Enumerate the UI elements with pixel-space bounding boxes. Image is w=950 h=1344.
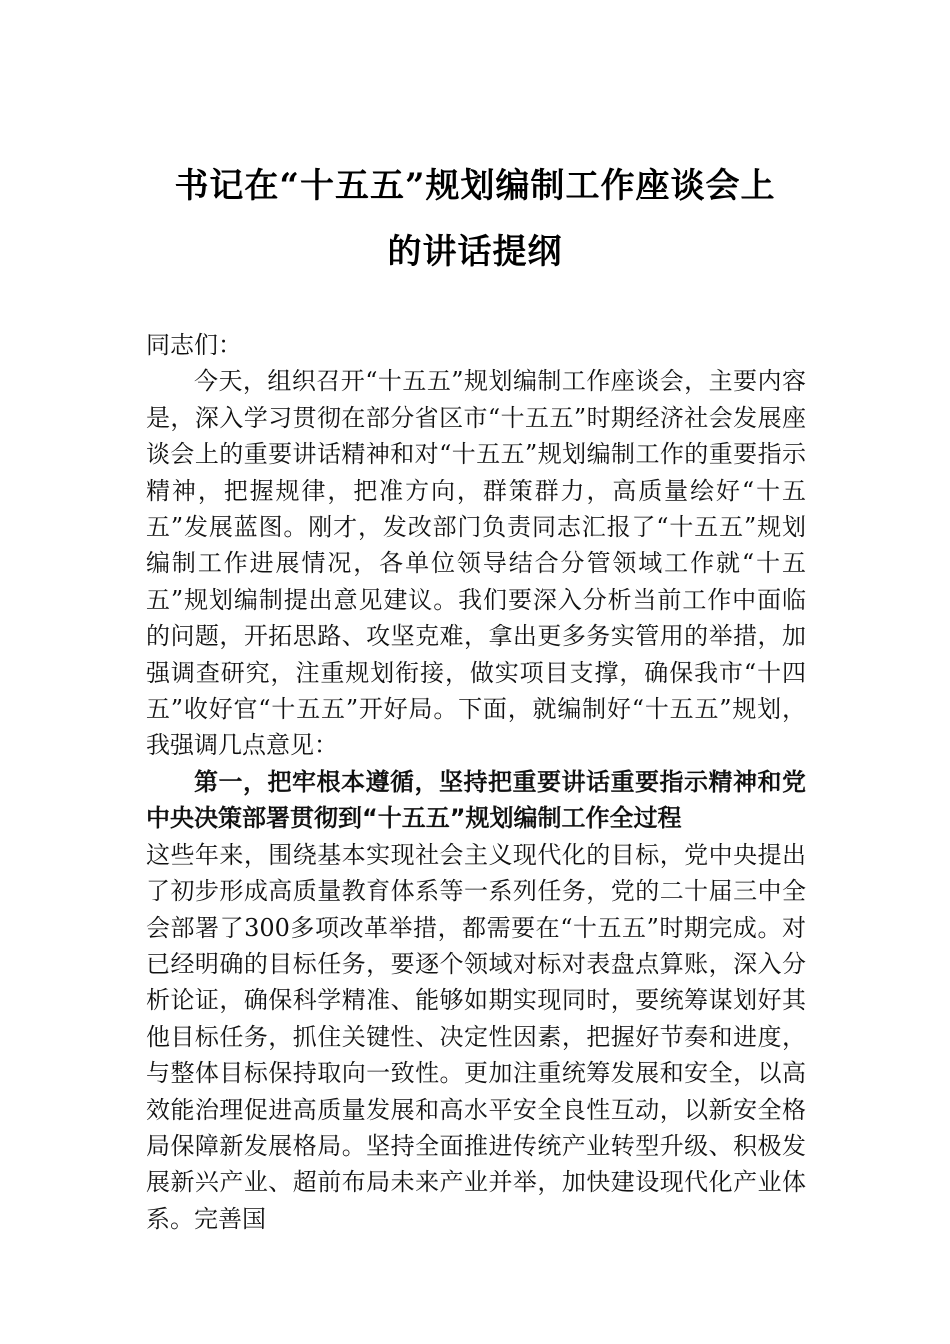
document-title-line-2: 的讲话提纲 — [387, 232, 563, 272]
section-1-paragraph: 这些年来，围绕基本实现社会主义现代化的目标，党中央提出了初步形成高质量教育体系等一系列任务，党的二十届三中全会部署了300多项改革举措，都需要在“十五五”时期完成。对已经明确的目标任务，要逐个领域对标对表盘点算账，深入分析论证，确保科学精准、能够如期实现同时，要统筹谋划好其他目标任务，抓住关键性、决定性因素，把握好节奏和进度，与整体目标保持取向一致性。更加注重统筹发展和安全，以高效能治理促进高质量发展和高水平安全良性互动，以新安全格局保障新发展格局。坚持全面推进传统产业转型升级、积极发展新兴产业、超前布局未来产业并举，加快建设现代化产业体系。完善国 — [146, 840, 806, 1233]
section-1-heading: 第一，把牢根本遵循，坚持把重要讲话重要指示精神和党中央决策部署贯彻到“十五五”规划编制工作全过程 — [146, 767, 806, 833]
document-title-line-1: 书记在“十五五”规划编制工作座谈会上 — [174, 166, 776, 206]
intro-paragraph: 今天，组织召开“十五五”规划编制工作座谈会，主要内容是，深入学习贯彻在部分省区市“十五五”时期经济社会发展座谈会上的重要讲话精神和对“十五五”规划编制工作的重要指示精神，把握规律，把准方向，群策群力，高质量绘好“十五五”发展蓝图。刚才，发改部门负责同志汇报了“十五五”规划编制工作进展情况，各单位领导结合分管领域工作就“十五五”规划编制提出意见建议。我们要深入分析当前工作中面临的问题，开拓思路、攻坚克难，拿出更多务实管用的举措，加强调查研究，注重规划衔接，做实项目支撑，确保我市“十四五”收好官“十五五”开好局。下面，就编制好“十五五”规划，我强调几点意见： — [146, 367, 806, 760]
salutation: 同志们： — [146, 331, 242, 359]
document-body — [146, 327, 806, 1237]
